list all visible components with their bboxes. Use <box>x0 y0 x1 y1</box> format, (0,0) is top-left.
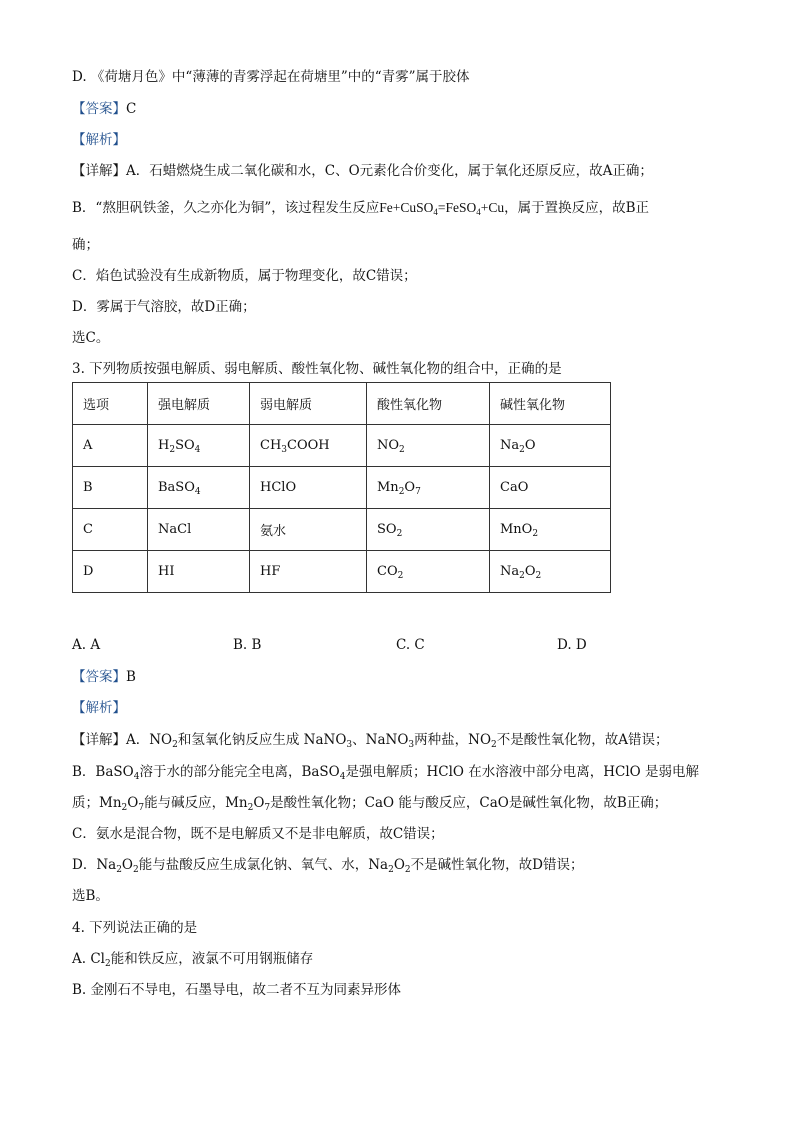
table-cell: 氨水 <box>250 509 367 551</box>
q4-option-b: B. 金刚石不导电，石墨导电，故二者不互为同素异形体 <box>72 982 402 998</box>
table-cell: $H_2SO_4$ <box>148 425 250 467</box>
q3-table <box>72 382 611 593</box>
q2-answer <box>72 100 136 118</box>
table-cell: NaCl <box>148 509 250 551</box>
detail-tag: 【详解】 <box>72 732 126 748</box>
q3-detail-c: C．氨水是混合物，既不是电解质又不是非电解质，故C错误； <box>72 826 444 842</box>
q3-option-b: B. B <box>233 637 262 653</box>
q3-option-c: C. C <box>396 637 425 653</box>
table-row <box>73 551 611 593</box>
q3-option-d: D. D <box>557 637 587 653</box>
table-cell: CaO <box>490 467 611 509</box>
q4-option-a: A. $Cl_2$能和铁反应，液氯不可用钢瓶储存 <box>72 951 314 969</box>
answer-value: B <box>126 669 136 685</box>
q3-detail-b-line2: 质；$Mn_2O_7$能与碱反应，$Mn_2O_7$是酸性氧化物；CaO 能与酸反应，CaO是碱性氧化物，故B正确； <box>72 795 668 813</box>
q2-select: 选C。 <box>72 330 110 346</box>
table-cell: $Na_2O_2$ <box>490 551 611 593</box>
q2-detail-c: C．焰色试验没有生成新物质，属于物理变化，故C错误； <box>72 268 417 284</box>
table-cell: C <box>73 509 148 551</box>
q3-select: 选B。 <box>72 888 109 904</box>
q3-analysis-tag: 【解析】 <box>72 700 126 716</box>
table-header-cell: 酸性氧化物 <box>367 383 490 425</box>
table-cell: A <box>73 425 148 467</box>
detail-tag: 【详解】 <box>72 163 126 179</box>
table-row <box>73 509 611 551</box>
table-header-cell: 选项 <box>73 383 148 425</box>
table-cell: $SO_2$ <box>367 509 490 551</box>
q2-detail-b-line1: B．“熬胆矾铁釜，久之亦化为铜”，该过程发生反应Fe+CuSO$_4$=FeSO$_4$+Cu，属于置换反应，故B正 <box>72 200 650 217</box>
table-row <box>73 467 611 509</box>
table-row <box>73 425 611 467</box>
q3-answer <box>72 668 136 686</box>
table-header-cell: 碱性氧化物 <box>490 383 611 425</box>
q3-detail-b-line1: B．BaSO$_4$溶于水的部分能完全电离，BaSO$_4$是强电解质；HClO 在水溶液中部分电离，HClO 是弱电解 <box>72 764 700 782</box>
answer-tag: 【答案】 <box>72 101 126 117</box>
table-header-cell: 强电解质 <box>148 383 250 425</box>
q3-detail-d: D．$Na_2O_2$能与盐酸反应生成氯化钠、氧气、水，$Na_2O_2$不是碱性氧化物，故D错误； <box>72 857 584 875</box>
table-cell: HI <box>148 551 250 593</box>
table-cell: D <box>73 551 148 593</box>
table-cell: BaSO$_4$ <box>148 467 250 509</box>
table-cell: HF <box>250 551 367 593</box>
q3-stem: 3. 下列物质按强电解质、弱电解质、酸性氧化物、碱性氧化物的组合中，正确的是 <box>72 361 562 377</box>
q3-detail-a: 【详解】A．$NO_2$和氢氧化钠反应生成 NaNO$_3$、NaNO$_3$两种盐，$NO_2$不是酸性氧化物，故A错误； <box>72 732 669 750</box>
table-header-row <box>73 383 611 425</box>
q2-analysis-tag: 【解析】 <box>72 132 126 148</box>
table-cell: HClO <box>250 467 367 509</box>
answer-value: C <box>126 101 137 117</box>
table-header-cell: 弱电解质 <box>250 383 367 425</box>
table-cell: $NO_2$ <box>367 425 490 467</box>
table-cell: $CO_2$ <box>367 551 490 593</box>
table-cell: B <box>73 467 148 509</box>
table-cell: $Mn_2O_7$ <box>367 467 490 509</box>
q3-option-a: A. A <box>72 637 101 653</box>
q2-option-d: D. 《荷塘月色》中“薄薄的青雾浮起在荷塘里”中的“青雾”属于胶体 <box>72 69 470 85</box>
q4-stem: 4. 下列说法正确的是 <box>72 920 198 936</box>
q2-detail-b-line2: 确； <box>72 237 99 253</box>
answer-tag: 【答案】 <box>72 669 126 685</box>
table-cell: $CH_3COOH$ <box>250 425 367 467</box>
q2-detail-a: 【详解】A．石蜡燃烧生成二氧化碳和水，C、O元素化合价变化，属于氧化还原反应，故A正确； <box>72 163 653 179</box>
q2-detail-d: D．雾属于气溶胶，故D正确； <box>72 299 256 315</box>
table-cell: MnO$_2$ <box>490 509 611 551</box>
table-cell: $Na_2O$ <box>490 425 611 467</box>
